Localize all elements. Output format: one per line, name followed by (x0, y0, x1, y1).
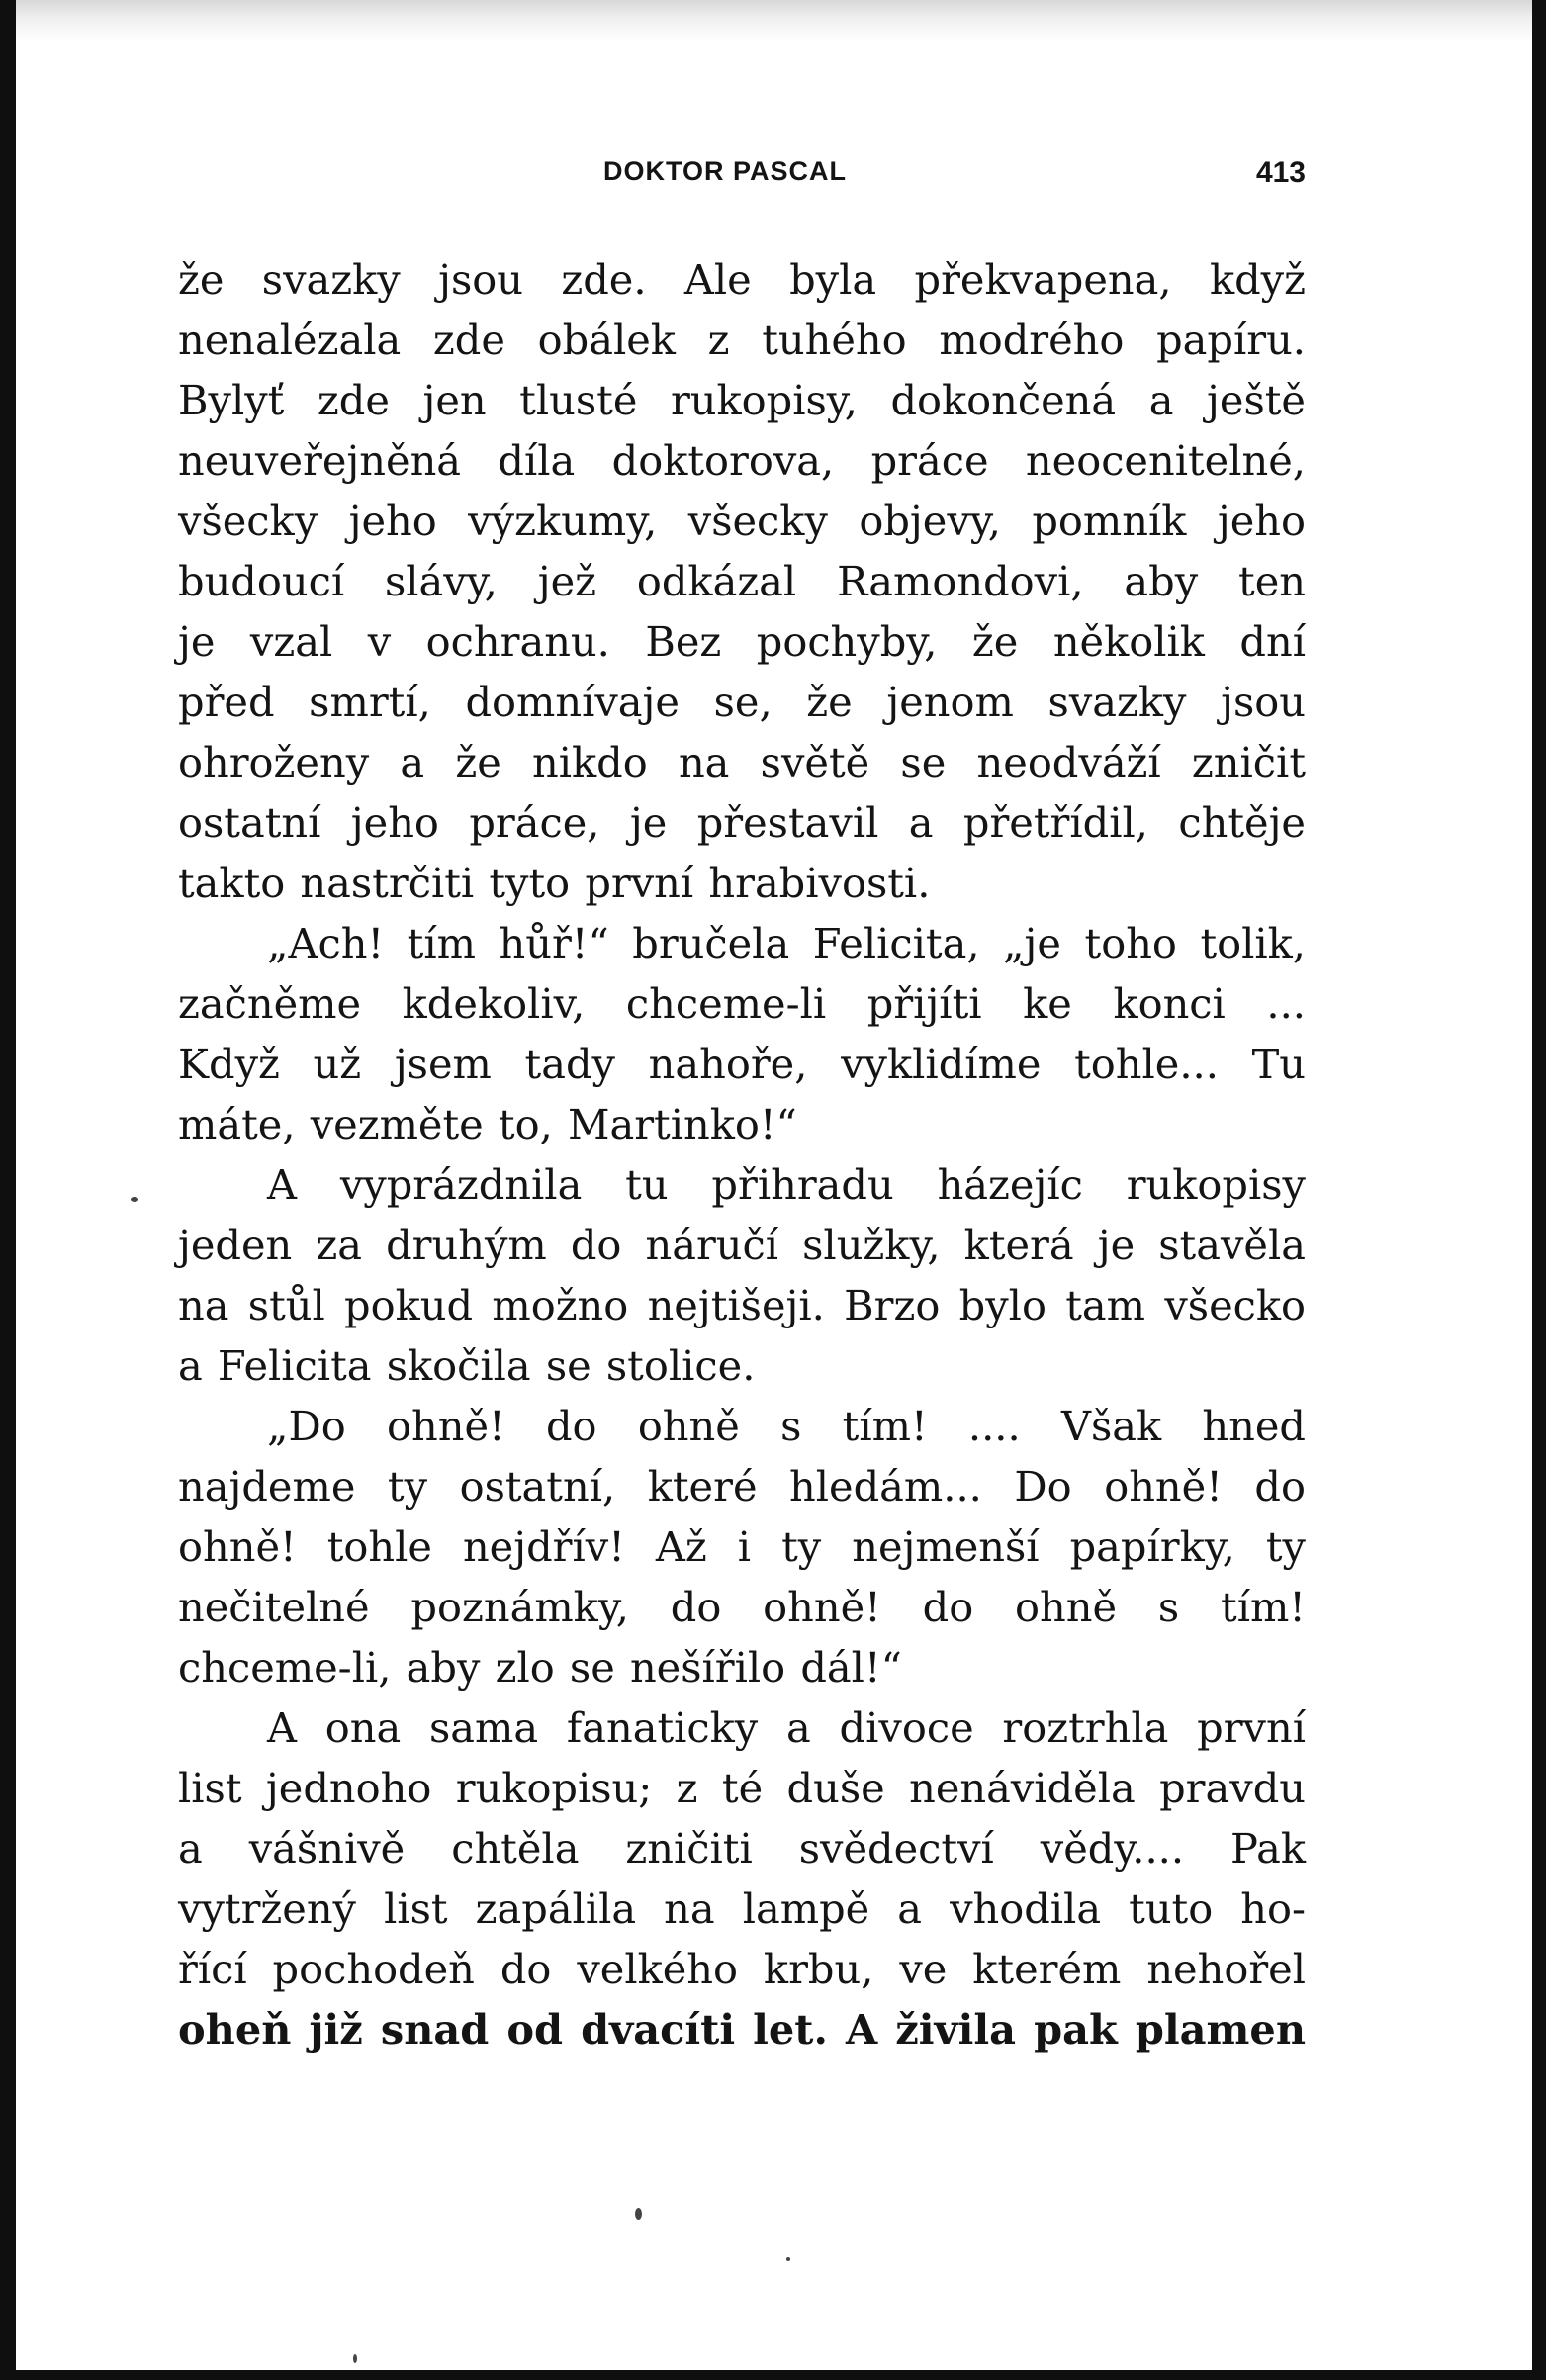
text-line: vytržený list zapálila na lampě a vhodila tuto ho- (178, 1884, 1306, 1933)
text-line: „Ach! tím hůř!“ bručela Felicita, „je toho tolik, (267, 919, 1306, 967)
text-line: Bylyť zde jen tlusté rukopisy, dokončená a ještě (178, 376, 1306, 424)
text-line: že svazky jsou zde. Ale byla překvapena, když (178, 255, 1306, 304)
page-header (178, 156, 1306, 196)
text-line: chceme-li, aby zlo se nešířilo dál!“ (178, 1643, 902, 1692)
scan-right-edge (1532, 0, 1546, 2380)
text-line: nenalézala zde obálek z tuhého modrého papíru. (178, 316, 1306, 364)
text-line: máte, vezměte to, Martinko!“ (178, 1100, 797, 1148)
text-line: začněme kdekoliv, chceme-li přijíti ke konci ... (178, 979, 1306, 1028)
text-line: ohroženy a že nikdo na světě se neodváží zničit (178, 738, 1306, 786)
text-line: ostatní jeho práce, je přestavil a přetřídil, chtěje (178, 798, 1306, 847)
text-line: budoucí slávy, jež odkázal Ramondovi, aby ten (178, 557, 1306, 605)
scan-left-edge (0, 0, 16, 2380)
text-line: před smrtí, domnívaje se, že jenom svazky jsou (178, 678, 1306, 726)
text-line: Když už jsem tady nahoře, vyklidíme tohle... Tu (178, 1040, 1306, 1088)
text-line: „Do ohně! do ohně s tím! .... Však hned (267, 1402, 1306, 1450)
text-line: je vzal v ochranu. Bez pochyby, že několik dní (178, 617, 1306, 666)
text-line: list jednoho rukopisu; z té duše nenáviděla pravdu (178, 1764, 1306, 1812)
scan-top-edge (0, 0, 1546, 42)
text-line: najdeme ty ostatní, které hledám... Do ohně! do (178, 1462, 1306, 1510)
text-line: oheň již snad od dvacíti let. A živila pak plamen (178, 2005, 1306, 2054)
text-line: a Felicita skočila se stolice. (178, 1341, 756, 1390)
text-line: takto nastrčiti tyto první hrabivosti. (178, 859, 931, 907)
text-line: jeden za druhým do náručí služky, která je stavěla (178, 1221, 1306, 1269)
text-line: A ona sama fanaticky a divoce roztrhla první (267, 1703, 1306, 1752)
scan-bottom-edge (0, 2370, 1546, 2380)
running-title: DOKTOR PASCAL (603, 156, 848, 186)
scan-speck (353, 2354, 357, 2363)
text-line: ohně! tohle nejdřív! Až i ty nejmenší papírky, ty (178, 1522, 1306, 1571)
scan-speck (635, 2208, 642, 2220)
text-line: a vášnivě chtěla zničiti svědectví vědy.... Pak (178, 1824, 1306, 1873)
scan-speck (786, 2257, 790, 2261)
text-line: A vyprázdnila tu přihradu házejíc rukopisy (267, 1160, 1306, 1209)
body-text (178, 249, 1306, 2060)
page-number: 413 (1255, 156, 1306, 189)
text-line: na stůl pokud možno nejtišeji. Brzo bylo tam všecko (178, 1281, 1306, 1329)
scan-speck (131, 1197, 138, 1202)
text-line: řící pochodeň do velkého krbu, ve kterém nehořel (178, 1945, 1306, 1993)
text-line: nečitelné poznámky, do ohně! do ohně s tím! (178, 1583, 1306, 1631)
text-line: neuveřejněná díla doktorova, práce neocenitelné, (178, 436, 1306, 485)
text-line: všecky jeho výzkumy, všecky objevy, pomník jeho (178, 497, 1306, 545)
